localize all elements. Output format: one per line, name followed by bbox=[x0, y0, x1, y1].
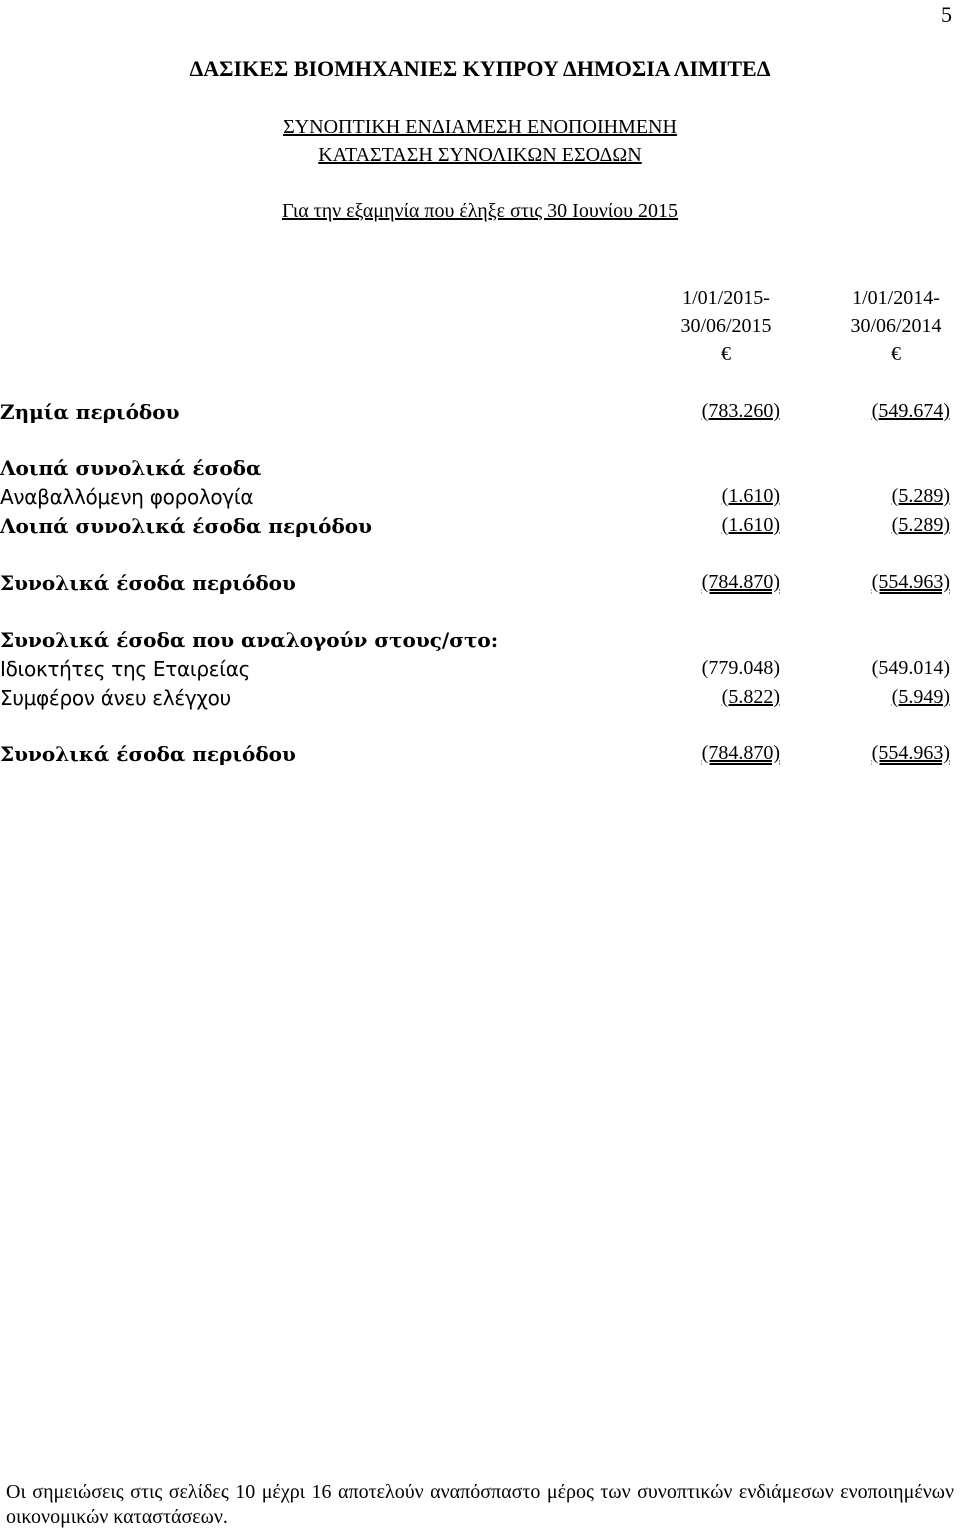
company-name: ΔΑΣΙΚΕΣ ΒΙΟΜΗΧΑΝΙΕΣ ΚΥΠΡΟΥ ΔΗΜΟΣΙΑ ΛΙΜΙΤΕΔ bbox=[189, 56, 771, 81]
row-total2-label: Συνολικά έσοδα περιόδου bbox=[0, 742, 296, 766]
col1-period-start: 1/01/2015- bbox=[682, 287, 770, 309]
col1-period-end: 30/06/2015 bbox=[680, 315, 772, 337]
row-deferred-tax-2015: (1.610) bbox=[721, 485, 780, 507]
col2-period-start: 1/01/2014- bbox=[852, 287, 940, 309]
row-deferred-tax-label: Αναβαλλόμενη φορολογία bbox=[0, 485, 254, 509]
row-oci-period-label: Λοιπά συνολικά έσοδα περιόδου bbox=[0, 514, 373, 538]
row-total2-2014: (554.963) bbox=[871, 742, 950, 764]
row-attrib-header: Συνολικά έσοδα που αναλογούν στους/στο: bbox=[0, 628, 499, 652]
col2-currency: € bbox=[891, 343, 901, 365]
page-number: 5 bbox=[941, 2, 952, 27]
row-loss-2015: (783.260) bbox=[701, 400, 780, 422]
row-loss-label: Ζημία περιόδου bbox=[0, 400, 180, 424]
row-deferred-tax-2014: (5.289) bbox=[891, 485, 950, 507]
row-oci-period-2014: (5.289) bbox=[891, 514, 950, 536]
row-nci-2015: (5.822) bbox=[721, 686, 780, 708]
row-nci-label: Συμφέρον άνευ ελέγχου bbox=[0, 686, 231, 710]
row-total-2015: (784.870) bbox=[701, 571, 780, 593]
col2-period-end: 30/06/2014 bbox=[850, 315, 942, 337]
row-total-label: Συνολικά έσοδα περιόδου bbox=[0, 571, 296, 595]
row-loss-2014: (549.674) bbox=[871, 400, 950, 422]
col1-currency: € bbox=[721, 343, 731, 365]
statement-title-line1: ΣΥΝΟΠΤΙΚΗ ΕΝΔΙΑΜΕΣΗ ΕΝΟΠΟΙΗΜΕΝΗ bbox=[283, 116, 677, 138]
row-total2-2015: (784.870) bbox=[701, 742, 780, 764]
statement-title-line2: ΚΑΤΑΣΤΑΣΗ ΣΥΝΟΛΙΚΩΝ ΕΣΟΔΩΝ bbox=[318, 144, 642, 166]
period-title: Για την εξαμηνία που έληξε στις 30 Ιουνίου 2015 bbox=[281, 200, 679, 222]
row-owners-2014: (549.014) bbox=[871, 657, 950, 679]
row-owners-2015: (779.048) bbox=[701, 657, 780, 679]
row-oci-header: Λοιπά συνολικά έσοδα bbox=[0, 456, 262, 480]
row-nci-2014: (5.949) bbox=[891, 686, 950, 708]
row-oci-period-2015: (1.610) bbox=[721, 514, 780, 536]
footnote: Οι σημειώσεις στις σελίδες 10 μέχρι 16 αποτελούν αναπόσπαστο μέρος των συνοπτικών ενδιάμεσων ενοποιημένων οικονομικών καταστάσεων. bbox=[6, 1481, 954, 1528]
row-total-2014: (554.963) bbox=[871, 571, 950, 593]
row-owners-label: Ιδιοκτήτες της Εταιρείας bbox=[0, 657, 251, 681]
